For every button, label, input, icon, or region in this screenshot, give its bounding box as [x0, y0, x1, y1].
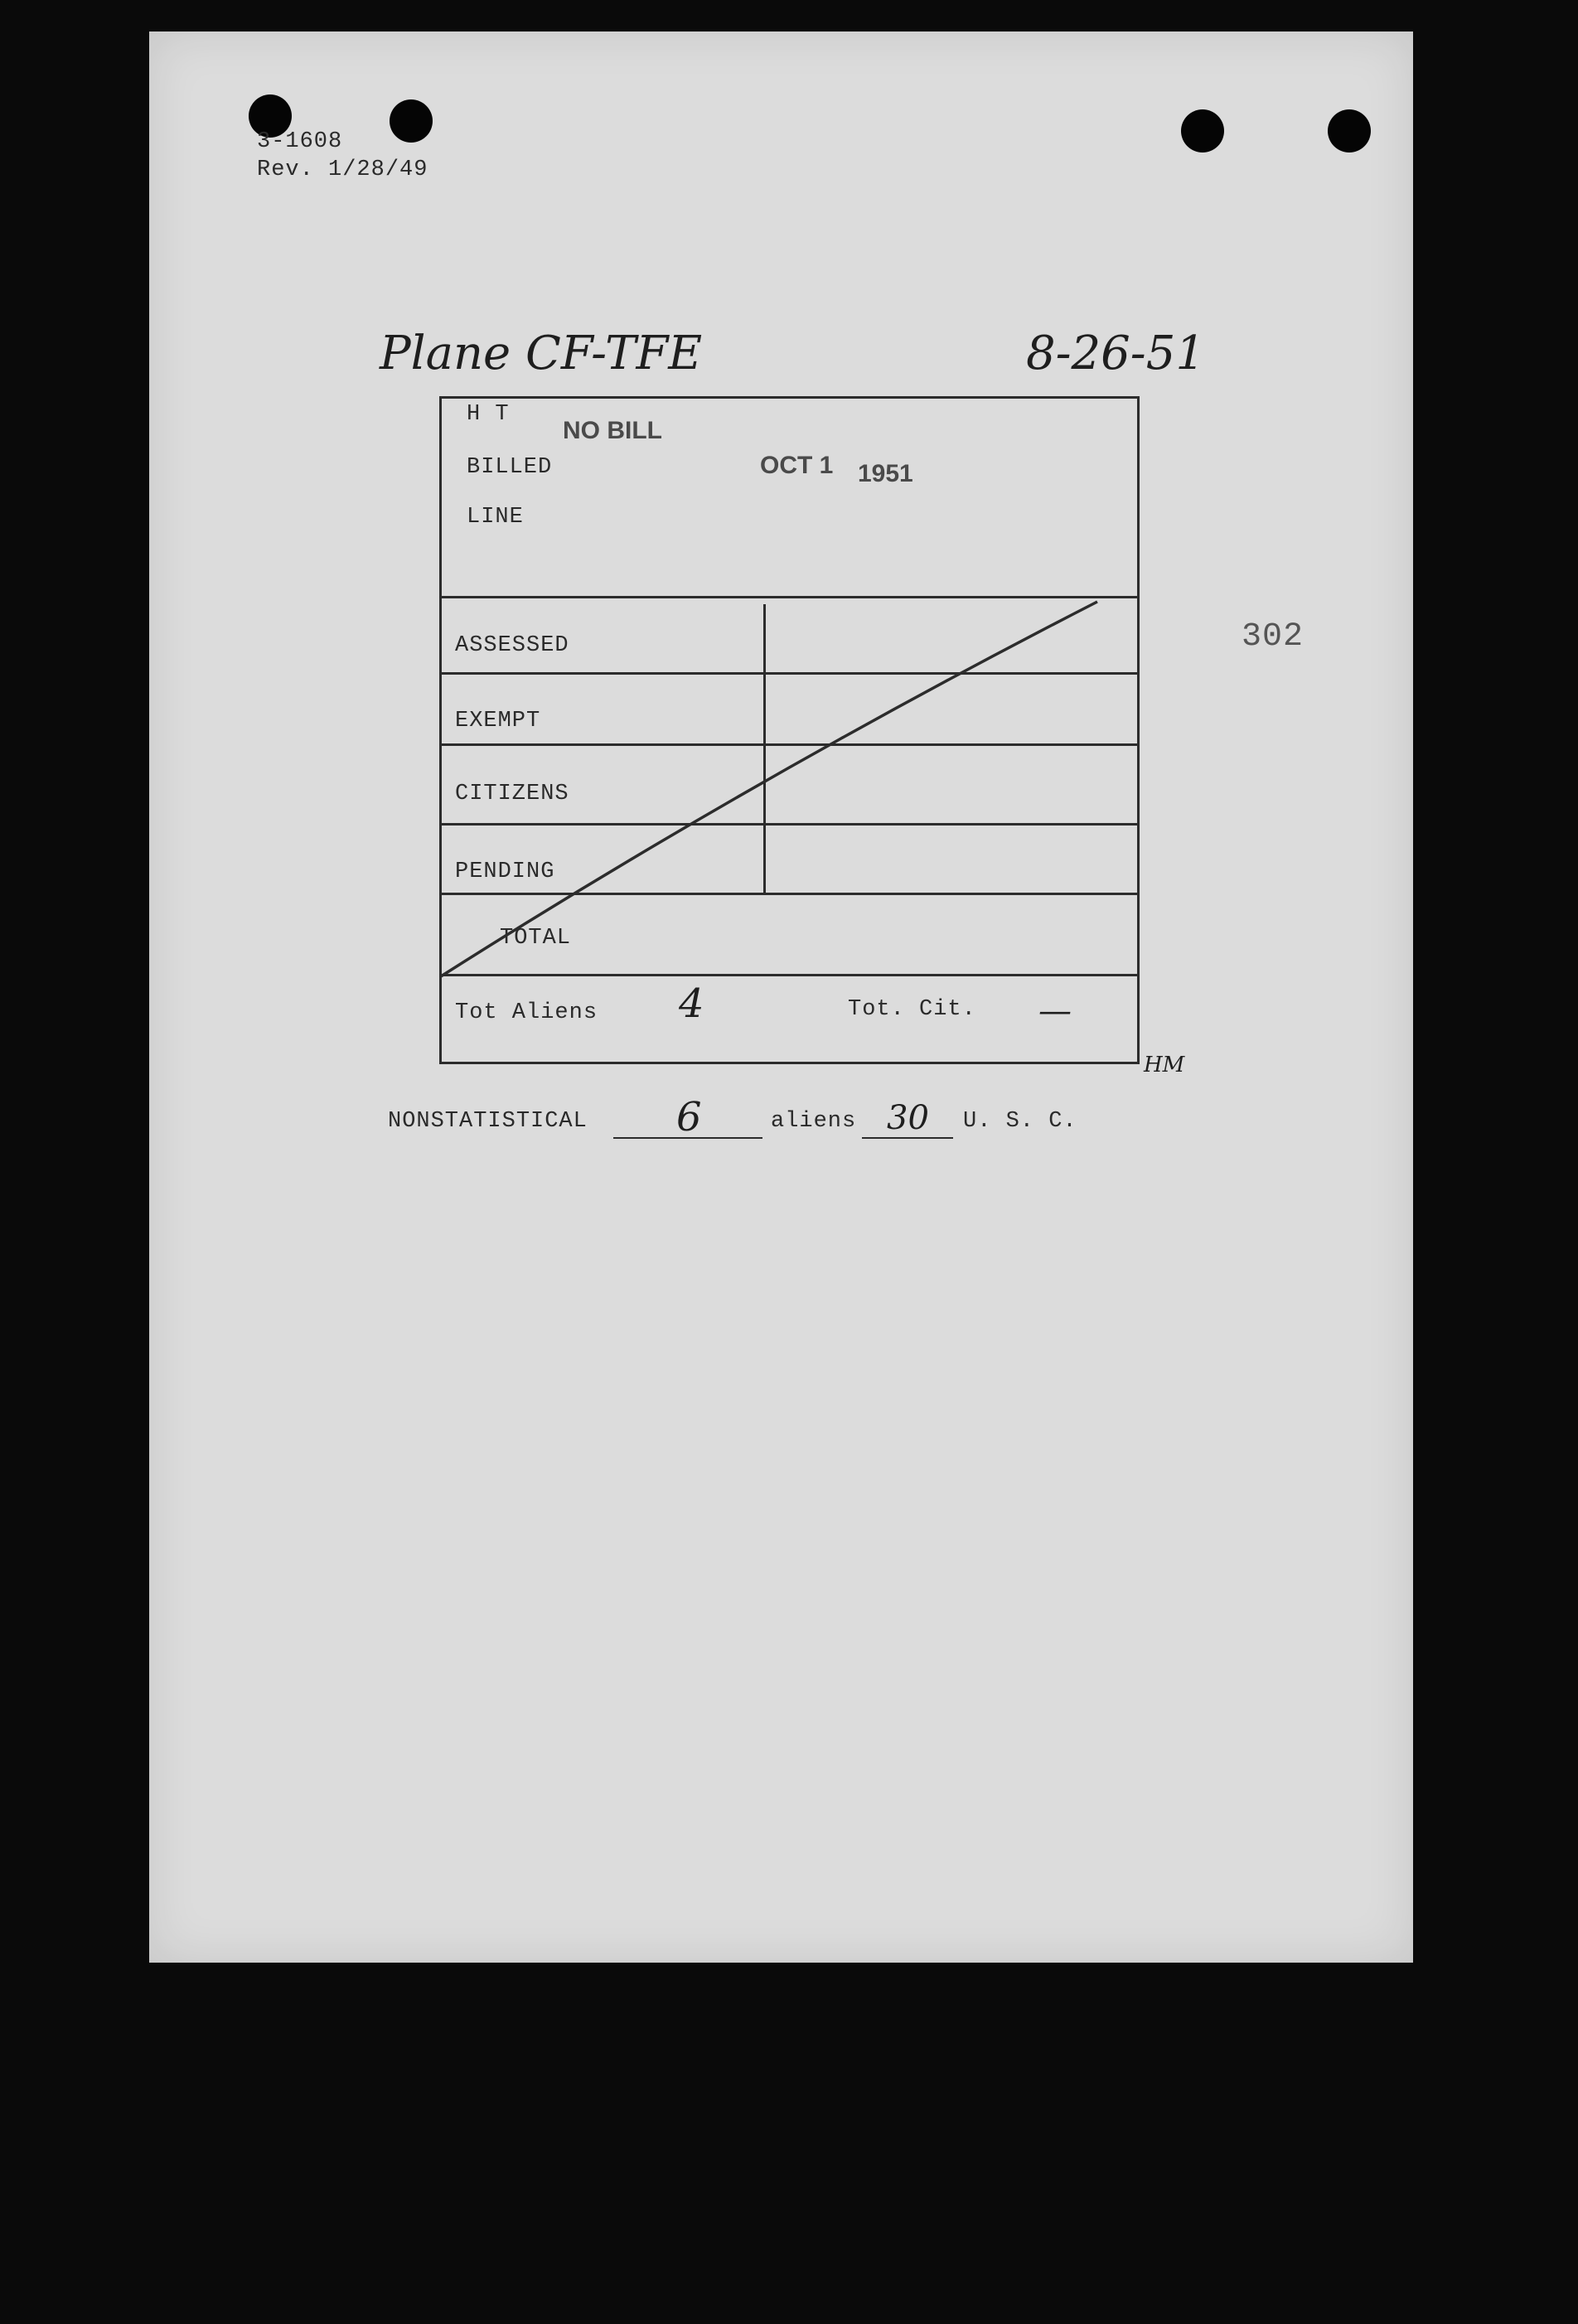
- tot-cit-value: —: [1038, 992, 1072, 1030]
- row-label-exempt: EXEMPT: [455, 709, 541, 734]
- nonstat-aliens-value: 6: [676, 1094, 702, 1140]
- stamp-no-bill: NO BILL: [563, 417, 662, 444]
- row-label-citizens: CITIZENS: [455, 782, 569, 806]
- header-line-ht: H T: [467, 402, 510, 427]
- handwritten-initials: HM: [1144, 1053, 1185, 1077]
- document-page: [149, 31, 1413, 1963]
- margin-number: 302: [1242, 618, 1305, 656]
- handwritten-title: Plane CF-TFE: [380, 327, 703, 380]
- punch-hole-2: [390, 99, 433, 143]
- stamp-date-month-day: OCT 1: [760, 452, 834, 479]
- header-line-line: LINE: [467, 505, 524, 530]
- nonstat-usc-underline: [862, 1137, 953, 1139]
- row-label-assessed: ASSESSED: [455, 633, 569, 658]
- nonstat-aliens-label: aliens: [771, 1109, 857, 1134]
- handwritten-date: 8-26-51: [1026, 327, 1205, 380]
- tot-aliens-value: 4: [679, 980, 704, 1027]
- nonstat-usc-label: U. S. C.: [963, 1109, 1077, 1134]
- diagonal-strike-line: [439, 396, 1140, 1064]
- form-table: [439, 396, 1140, 1064]
- tot-aliens-label: Tot Aliens: [455, 1000, 598, 1025]
- nonstat-usc-value: 30: [887, 1099, 929, 1137]
- row-label-pending: PENDING: [455, 859, 555, 884]
- form-number: 3-1608: [257, 129, 343, 154]
- tot-cit-label: Tot. Cit.: [848, 997, 976, 1022]
- punch-hole-4: [1328, 109, 1371, 153]
- form-revision: Rev. 1/28/49: [257, 157, 428, 182]
- row-label-total: TOTAL: [500, 926, 572, 951]
- header-line-billed: BILLED: [467, 455, 553, 480]
- nonstatistical-label: NONSTATISTICAL: [388, 1109, 588, 1134]
- stamp-date-year: 1951: [858, 460, 913, 487]
- punch-hole-3: [1181, 109, 1224, 153]
